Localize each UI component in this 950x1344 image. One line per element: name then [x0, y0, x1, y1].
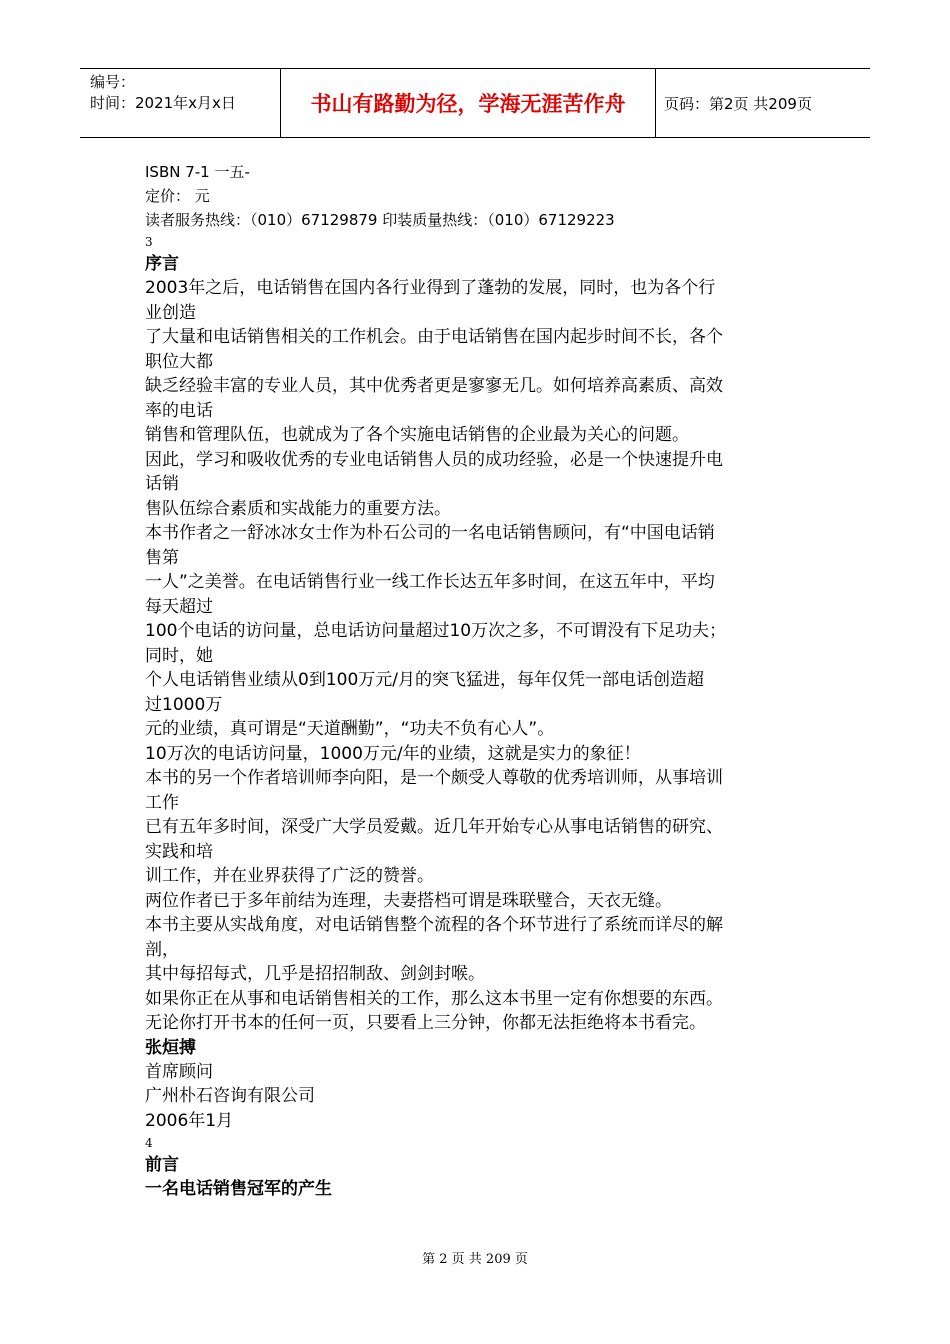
preface-line: 因此，学习和吸收优秀的专业电话销售人员的成功经验，必是一个快速提升电 [145, 449, 723, 470]
preface-line: 如果你正在从事和电话销售相关的工作，那么这本书里一定有你想要的东西。 [145, 988, 723, 1009]
preface-line: 已有五年多时间，深受广大学员爱戴。近几年开始专心从事电话销售的研究、 [145, 817, 723, 837]
preface-line: 两位作者已于多年前结为连理，夫妻搭档可谓是珠联璧合，天衣无缝。 [145, 890, 672, 911]
preface-line: 本书主要从实战角度，对电话销售整个流程的各个环节进行了系统而详尽的解 [145, 915, 723, 935]
preface-body [145, 276, 805, 1036]
preface-line: 一人”之美誉。在电话销售行业一线工作长达五年多时间，在这五年中，平均 [145, 572, 715, 592]
preface-line: 缺乏经验丰富的专业人员，其中优秀者更是寥寥无几。如何培养高素质、高效 [145, 376, 723, 396]
preface-line: 10万次的电话访问量，1000万元/年的业绩，这就是实力的象征！ [145, 743, 641, 764]
preface-line: 剖， [145, 939, 179, 960]
page-footer: 第 2 页 共 209 页 [422, 1252, 528, 1267]
header-id-label: 编号： [90, 73, 136, 91]
preface-line: 本书作者之一舒冰冰女士作为朴石公司的一名电话销售顾问，有“中国电话销 [145, 523, 715, 543]
header-left-cell [80, 69, 280, 137]
preface-line: 工作 [145, 792, 179, 813]
preface-line: 话销 [145, 474, 179, 494]
preface-line: 销售和管理队伍，也就成为了各个实施电话销售的企业最为关心的问题。 [145, 425, 689, 445]
foreword-title: 前言 [145, 1155, 179, 1175]
preface-line: 职位大都 [145, 351, 213, 372]
preface-line: 同时，她 [145, 645, 213, 666]
preface-line: 本书的另一个作者培训师李向阳，是一个颇受人尊敬的优秀培训师，从事培训 [145, 768, 723, 788]
preface-title: 序言 [145, 254, 179, 274]
preface-line: 无论你打开书本的任何一页，只要看上三分钟，你都无法拒绝将本书看完。 [145, 1013, 706, 1033]
preface-line: 元的业绩，真可谓是“天道酬勤”，“功夫不负有心人”。 [145, 719, 555, 739]
preface-author-role: 首席顾问 [145, 1061, 213, 1082]
preface-line: 业创造 [145, 302, 196, 323]
preface-date: 2006年1月 [145, 1110, 234, 1131]
preface-line: 了大量和电话销售相关的工作机会。由于电话销售在国内起步时间不长，各个 [145, 327, 723, 347]
price-line: 定价： 元 [145, 187, 210, 205]
header-motto: 书山有路勤为径，学海无涯苦作舟 [280, 69, 656, 137]
preface-line: 其中每招每式，几乎是招招制敌、剑剑封喉。 [145, 964, 485, 984]
preface-line: 率的电话 [145, 400, 213, 421]
page-content [145, 160, 805, 1201]
preface-line: 训工作，并在业界获得了广泛的赞誉。 [145, 866, 434, 886]
header-page-info: 页码：第2页 共209页 [664, 94, 812, 113]
page-header [80, 68, 870, 138]
preface-line: 个人电话销售业绩从0到100万元/月的突飞猛进，每年仅凭一部电话创造超 [145, 670, 704, 690]
foreword-subtitle: 一名电话销售冠军的产生 [145, 1179, 332, 1199]
preface-line: 售队伍综合素质和实战能力的重要方法。 [145, 498, 451, 519]
preface-author: 张烜搏 [145, 1037, 196, 1058]
preface-line: 实践和培 [145, 841, 213, 862]
page-number-marker: 4 [145, 1136, 153, 1150]
preface-author-company: 广州朴石咨询有限公司 [145, 1086, 315, 1106]
preface-line: 2003年之后，电话销售在国内各行业得到了蓬勃的发展，同时，也为各个行 [145, 278, 716, 298]
page-number-marker: 3 [145, 235, 153, 249]
preface-line: 售第 [145, 547, 179, 568]
isbn-line: ISBN 7-1 一五- [145, 163, 250, 181]
preface-line: 过1000万 [145, 694, 223, 715]
hotline-line: 读者服务热线：（010）67129879 印装质量热线：（010）67129223 [145, 211, 615, 229]
preface-line: 每天超过 [145, 596, 213, 617]
header-time-label: 时间：2021年x月x日 [90, 94, 236, 112]
preface-line: 100个电话的访问量，总电话访问量超过10万次之多，不可谓没有下足功夫； [145, 621, 727, 641]
